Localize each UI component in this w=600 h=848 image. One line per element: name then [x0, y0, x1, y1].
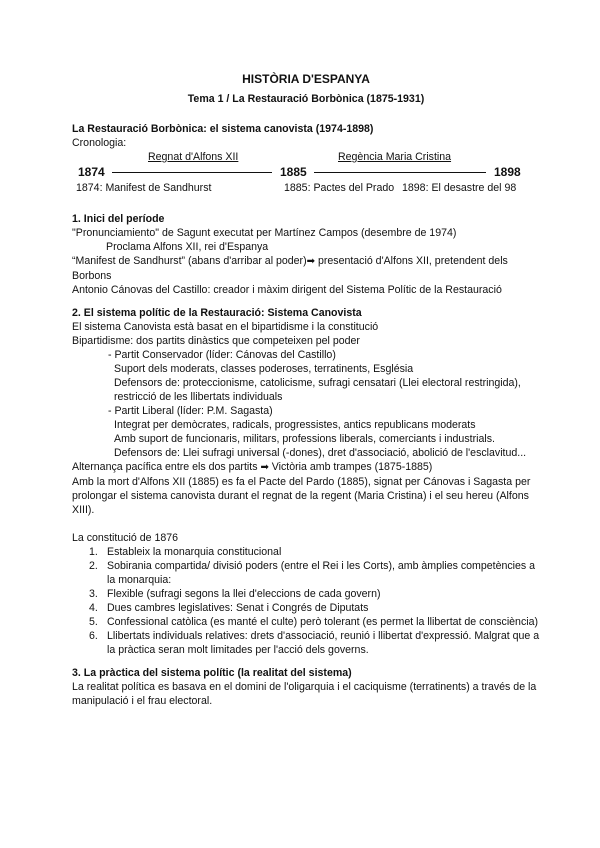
document-page — [72, 72, 540, 708]
timeline-year-1885: 1885 — [280, 165, 307, 179]
list-number: 3. — [89, 588, 98, 600]
pacte-pardo-paragraph: Amb la mort d'Alfons XII (1885) es fa el Pacte del Pardo (1885), signat per Cánovas i Sagasta per prolongar el sistema canovista durant el regnat de la regent (Maria Cristina) i el seu hereu (Alfons XIII). — [72, 476, 531, 516]
party-liberal-support: Amb suport de funcionaris, militars, professions liberals, comerciants i industrials. — [114, 433, 495, 445]
list-item — [72, 615, 540, 629]
list-item — [72, 629, 540, 657]
section2-line1: El sistema Canovista està basat en el bipartidisme i la constitució — [72, 321, 379, 333]
intro-heading: La Restauració Borbònica: el sistema canovista (1974-1898) — [72, 123, 374, 135]
party-conservador-defense: Defensors de: proteccionisme, catolicisme, sufragi censatari (Llei electoral restringida), restricció de les llibertats individuals — [114, 377, 521, 403]
section1-line2: Proclama Alfons XII, rei d'Espanya — [106, 241, 269, 253]
list-text: Flexible (sufragi segons la llei d'eleccions de cada govern) — [107, 588, 381, 600]
section2-line2: Bipartidisme: dos partits dinàstics que competeixen pel poder — [72, 335, 360, 347]
list-text: Llibertats individuals relatives: drets d'associació, reunió i llibertat d'expressió. Malgrat que a la pràctica seran molt limitades per l'acció dels governs. — [107, 630, 540, 656]
alternance-end: Victòria amb trampes (1875-1885) — [268, 461, 433, 473]
timeline-period-regencia: Regència Maria Cristina — [338, 151, 452, 163]
list-text: Dues cambres legislatives: Senat i Congrés de Diputats — [107, 602, 369, 614]
timeline-line-1 — [112, 172, 272, 173]
section1-line4: Antonio Cánovas del Castillo: creador i màxim dirigent del Sistema Polític de la Restauració — [72, 284, 502, 296]
timeline-line-2 — [314, 172, 486, 173]
list-number: 6. — [89, 630, 98, 642]
document-title: HISTÒRIA D'ESPANYA — [242, 72, 370, 86]
list-number: 4. — [89, 602, 98, 614]
list-number: 1. — [89, 546, 98, 558]
list-item — [72, 587, 540, 601]
party-liberal-title: - Partit Liberal (líder: P.M. Sagasta) — [108, 405, 273, 417]
party-liberal-defense: Defensors de: Llei sufragi universal (-dones), dret d'associació, abolició de l'esclavitud... — [114, 447, 527, 459]
list-text: Estableix la monarquia constitucional — [107, 546, 282, 558]
section1-heading: 1. Inici del període — [72, 213, 165, 225]
arrow-right-icon: ➡ — [260, 462, 269, 473]
document-subtitle: Tema 1 / La Restauració Borbònica (1875-1931) — [187, 93, 425, 105]
section3-paragraph: La realitat política es basava en el domini de l'oligarquia i el caciquisme (terratinents) a través de la manipulació i el frau electoral. — [72, 681, 537, 707]
timeline-event-1885: 1885: Pactes del Prado — [284, 182, 395, 194]
list-text: Sobirania compartida/ divisió poders (entre el Rei i les Corts), amb àmplies competències a la monarquia: — [107, 560, 536, 586]
list-item — [72, 545, 540, 559]
section3-heading: 3. La pràctica del sistema polític (la realitat del sistema) — [72, 667, 352, 679]
arrow-right-icon: ➡ — [306, 256, 316, 267]
timeline-year-1874: 1874 — [78, 165, 105, 179]
timeline-event-1874: 1874: Manifest de Sandhurst — [76, 182, 212, 194]
alternance-line — [72, 460, 540, 475]
cronologia-label: Cronologia: — [72, 137, 127, 149]
constitution-list — [72, 545, 540, 657]
section1-line3-end: presentació d'Alfons XII, pretendent dels Borbons — [72, 255, 508, 282]
constitution-title: La constitució de 1876 — [72, 532, 179, 544]
party-liberal-integration: Integrat per demòcrates, radicals, progressistes, antics republicans moderats — [114, 419, 476, 431]
party-conservador-support: Suport dels moderats, classes poderoses, terratinents, Església — [114, 363, 414, 375]
list-number: 2. — [89, 560, 98, 572]
list-item — [72, 559, 540, 587]
list-text: Confessional catòlica (es manté el culte) però tolerant (es permet la llibertat de consciència) — [107, 616, 539, 628]
timeline-year-1898: 1898 — [494, 165, 521, 179]
section1-line1: "Pronunciamiento" de Sagunt executat per Martínez Campos (desembre de 1974) — [72, 227, 457, 239]
party-conservador-title: - Partit Conservador (líder: Cánovas del Castillo) — [108, 349, 336, 361]
section1-line3 — [72, 254, 540, 283]
section1-line3-start: “Manifest de Sandhurst” (abans d'arribar al poder) — [72, 255, 307, 267]
timeline-event-1898: 1898: El desastre del 98 — [402, 182, 517, 194]
alternance-start: Alternança pacífica entre els dos partits — [72, 461, 261, 473]
section2-heading: 2. El sistema polític de la Restauració: Sistema Canovista — [72, 307, 362, 319]
list-item — [72, 601, 540, 615]
list-number: 5. — [89, 616, 98, 628]
timeline — [72, 150, 540, 206]
timeline-period-alfons: Regnat d'Alfons XII — [148, 151, 239, 163]
